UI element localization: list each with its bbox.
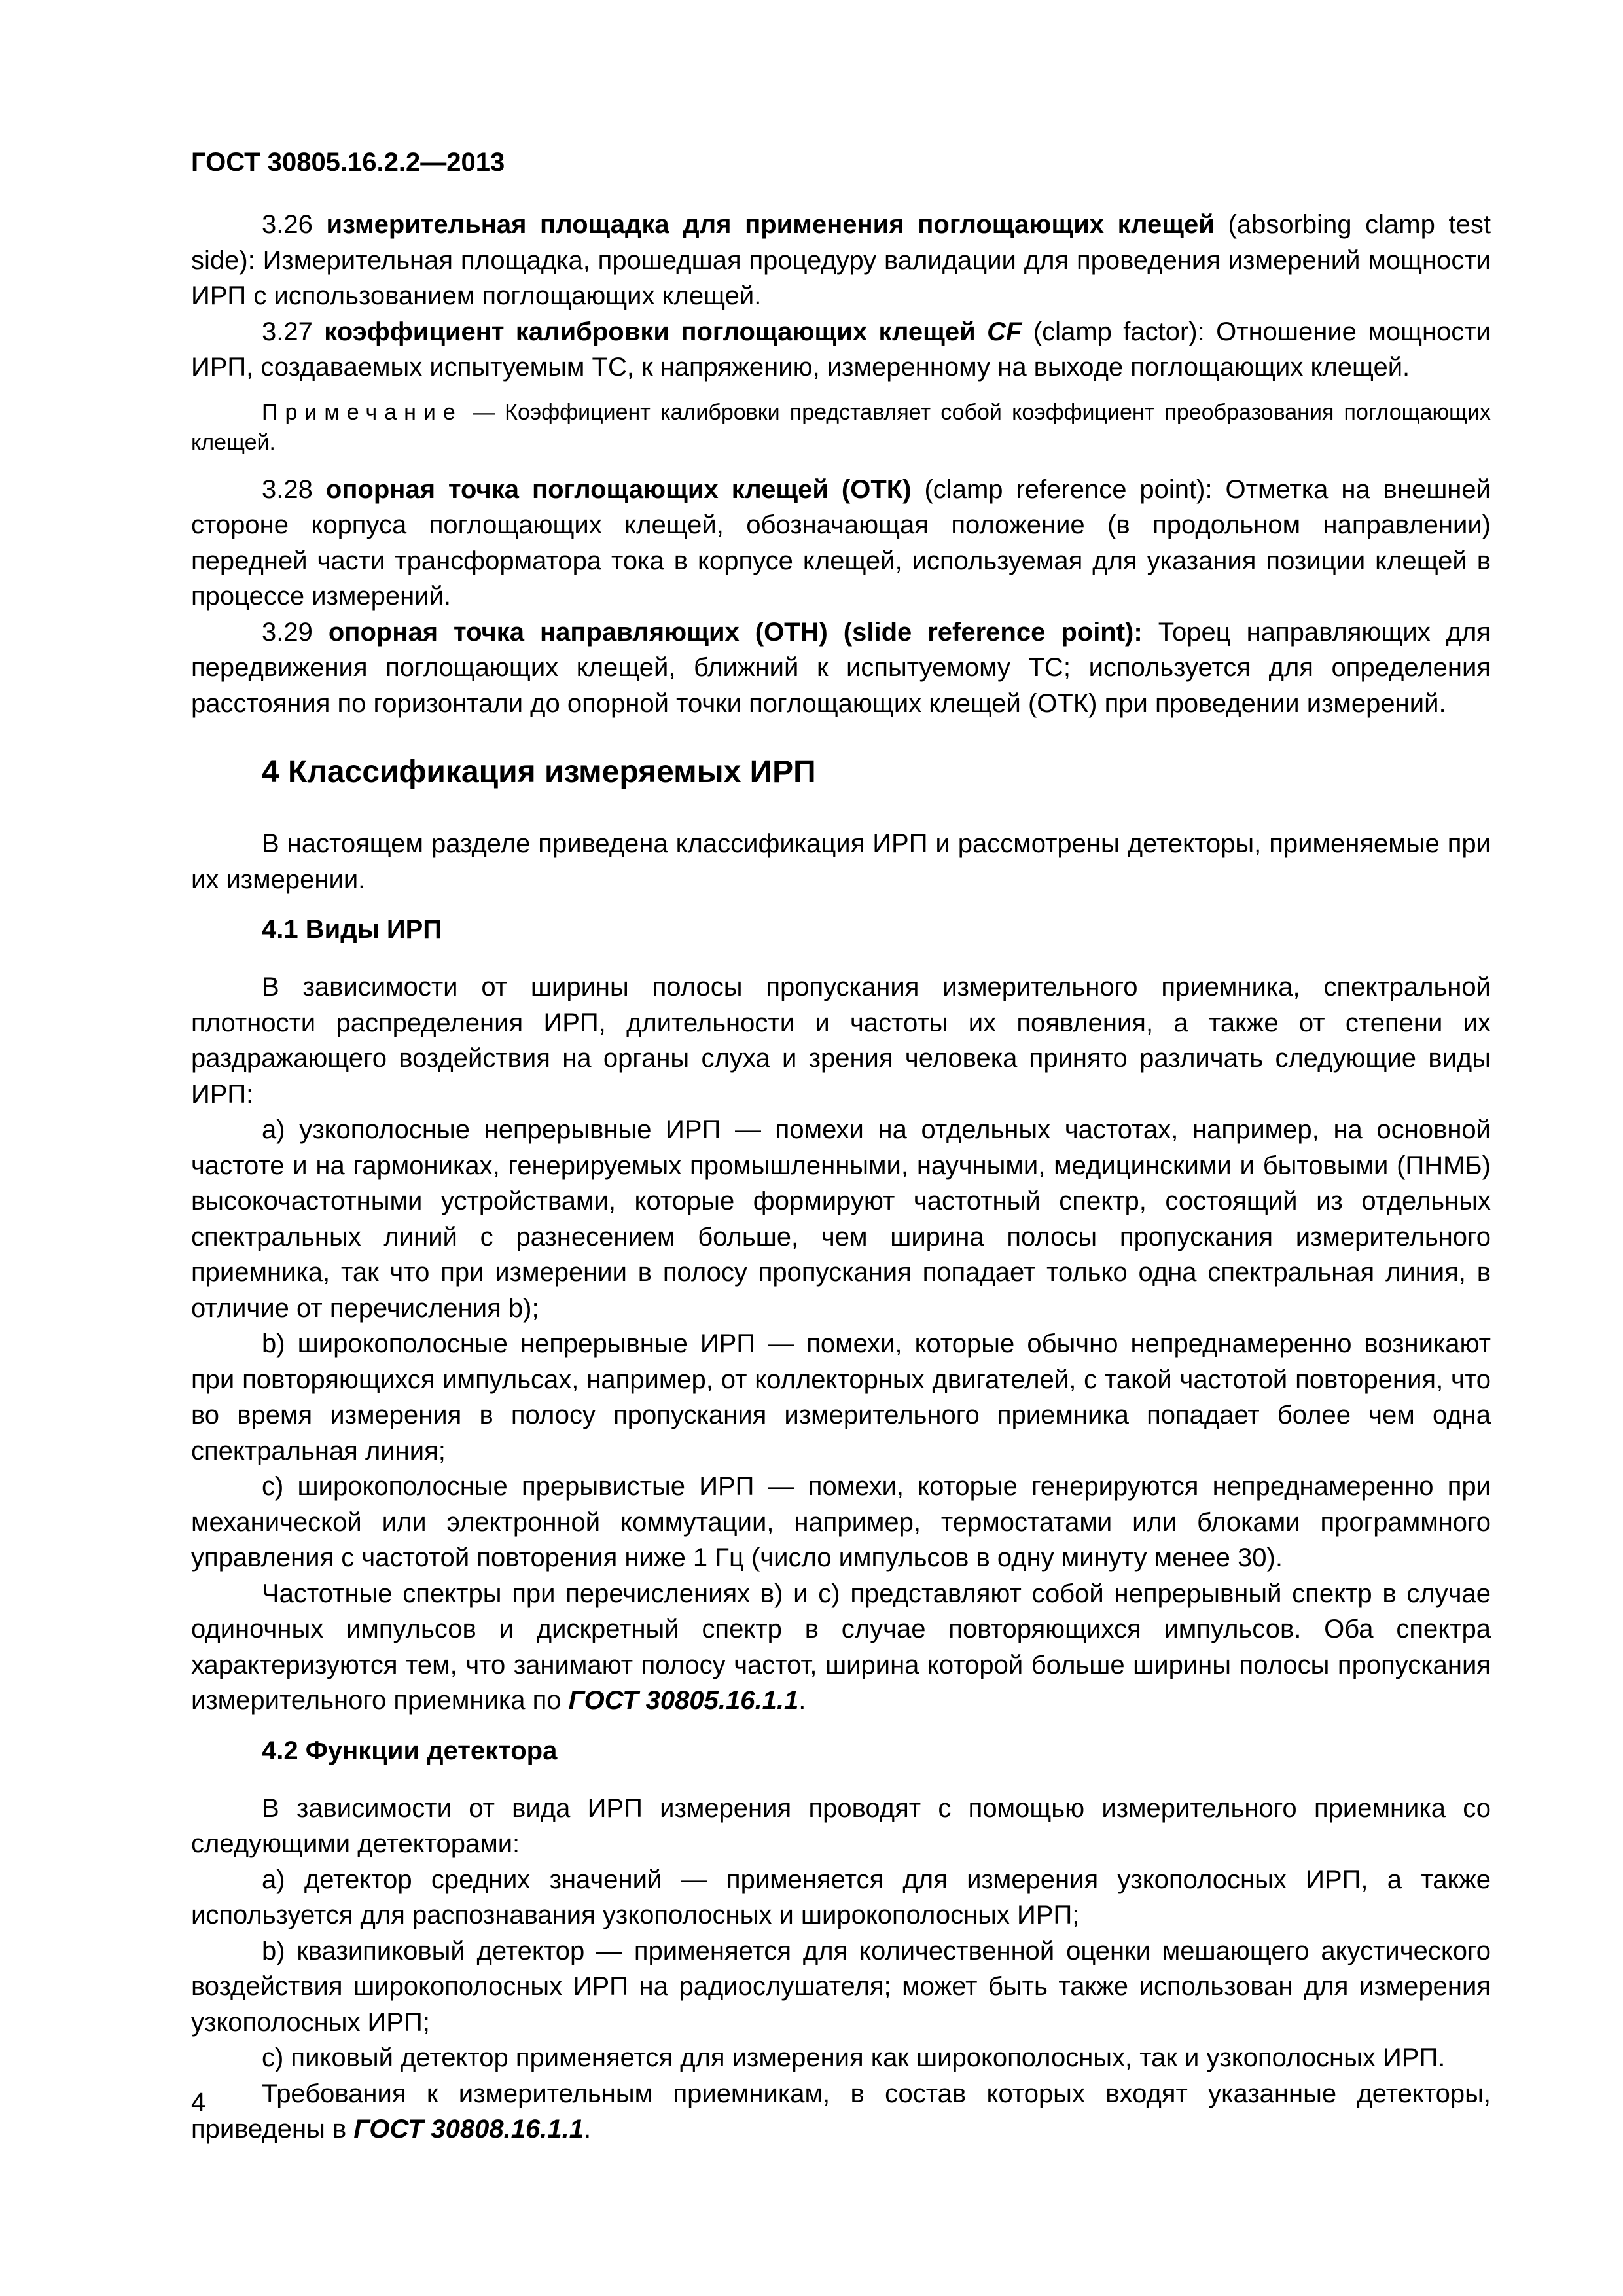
requirements-paragraph bbox=[191, 2076, 1491, 2147]
term-3-29 bbox=[191, 615, 1491, 722]
term-number: 3.29 bbox=[262, 617, 313, 647]
term-number: 3.26 bbox=[262, 210, 313, 239]
standard-reference: ГОСТ 30805.16.1.1 bbox=[568, 1686, 799, 1715]
term-definition: : Отношение мощности ИРП, создаваемых испытуемым ТС, к напряжению, измеренному на выходе поглощающих клещей. bbox=[191, 317, 1491, 382]
term-title: опорная точка поглощающих клещей (ОТК) bbox=[325, 475, 912, 504]
detector-item-c: с) пиковый детектор применяется для измерения как широкополосных, так и узкополосных ИРП. bbox=[262, 2043, 1446, 2072]
term-english: (absorbing clamp test side) bbox=[191, 210, 1491, 275]
term-3-26 bbox=[191, 207, 1491, 314]
term-title: измерительная площадка для применения поглощающих клещей bbox=[326, 210, 1215, 239]
list-item-c: с) широкополосные прерывистые ИРП — помехи, которые генерируются непреднамеренно при механической или электронной коммутации, например, термостатами или блоками программного управления с частотой повторения ниже 1 Гц (число импульсов в одну минуту менее 30). bbox=[191, 1472, 1491, 1572]
page-number: 4 bbox=[191, 2088, 206, 2117]
list-item-b: b) широкополосные непрерывные ИРП — помехи, которые обычно непреднамеренно возникают при повторяющихся импульсах, например, от коллекторных двигателей, с такой частотой повторения, что во время измерения в полосу пропускания измерительного приемника попадает более чем одна спектральная линия; bbox=[191, 1329, 1491, 1465]
term-title: опорная точка направляющих (ОТН) (slide reference point): bbox=[328, 617, 1143, 647]
standard-reference: ГОСТ 30808.16.1.1 bbox=[353, 2115, 584, 2144]
term-number: 3.27 bbox=[262, 317, 313, 346]
summary-end: . bbox=[798, 1686, 806, 1715]
term-3-27 bbox=[191, 314, 1491, 386]
spectra-summary bbox=[191, 1576, 1491, 1719]
requirements-end: . bbox=[583, 2115, 592, 2144]
term-english: (clamp factor) bbox=[1033, 317, 1198, 346]
summary-text: Частотные спектры при перечислениях в) и с) представляют собой непрерывный спектр в случае одиночных импульсов и дискретный спектр в случае повторяющихся импульсов. Оба спектра характеризуются тем, что занимают полосу частот, ширина которой больше ширины полосы пропускания измерительного приемника по bbox=[191, 1579, 1491, 1715]
subsection-4-2-intro: В зависимости от вида ИРП измерения проводят с помощью измерительного приемника со следующими детекторами: bbox=[191, 1793, 1491, 1858]
term-definition: : Отметка на внешней стороне корпуса поглощающих клещей, обозначающая положение (в продольном направлении) передней части трансформатора тока в корпусе клещей, используемая для указания позиции клещей в процессе измерений. bbox=[191, 475, 1491, 611]
term-title: коэффициент калибровки поглощающих клещей bbox=[324, 317, 976, 346]
detector-item-a: а) детектор средних значений — применяется для измерения узкополосных ИРП, а также используется для распознавания узкополосных и широкополосных ИРП; bbox=[191, 1865, 1491, 1929]
term-english: (clamp reference point) bbox=[924, 475, 1205, 504]
term-definition: : Измерительная площадка, прошедшая процедуру валидации для проведения измерений мощности ИРП с использованием поглощающих клещей. bbox=[191, 245, 1491, 310]
term-3-28 bbox=[191, 472, 1491, 615]
term-abbreviation: CF bbox=[987, 317, 1022, 346]
document-header: ГОСТ 30805.16.2.2—2013 bbox=[191, 148, 505, 177]
subsection-4-2-heading: 4.2 Функции детектора bbox=[262, 1736, 558, 1765]
term-definition: Торец направляющих для передвижения поглощающих клещей, ближний к испытуемому ТС; используется для определения расстояния по горизонтали до опорной точки поглощающих клещей (ОТК) при проведении измерений. bbox=[191, 617, 1491, 718]
note-paragraph bbox=[191, 397, 1491, 457]
document-body bbox=[191, 207, 1491, 2147]
section-4-intro: В настоящем разделе приведена классификация ИРП и рассмотрены детекторы, применяемые при их измерении. bbox=[191, 829, 1491, 894]
term-number: 3.28 bbox=[262, 475, 313, 504]
subsection-4-1-heading: 4.1 Виды ИРП bbox=[262, 915, 442, 944]
section-4-heading: 4 Классификация измеряемых ИРП bbox=[262, 755, 816, 789]
list-item-a: а) узкополосные непрерывные ИРП — помехи на отдельных частотах, например, на основной частоте и на гармониках, генерируемых промышленными, научными, медицинскими и бытовыми (ПНМБ) высокочастотными устройствами, которые формируют частотный спектр, состоящий из отдельных спектральных линий с разнесением больше, чем ширина полосы пропускания измерительного приемника, так что при измерении в полосу пропускания попадает только одна спектральная линия, в отличие от перечисления b); bbox=[191, 1115, 1491, 1323]
detector-item-b: b) квазипиковый детектор — применяется для количественной оценки мешающего акустического воздействия широкополосных ИРП на радиослушателя; может быть также использован для измерения узкополосных ИРП; bbox=[191, 1936, 1491, 2037]
note-text: — Коэффициент калибровки представляет собой коэффициент преобразования поглощающих клещей. bbox=[191, 399, 1491, 455]
note-label: Примечание bbox=[262, 399, 463, 425]
requirements-text: Требования к измерительным приемникам, в состав которых входят указанные детекторы, приведены в bbox=[191, 2079, 1491, 2144]
subsection-4-1-intro: В зависимости от ширины полосы пропускания измерительного приемника, спектральной плотности распределения ИРП, длительности и частоты их появления, а также от степени их раздражающего воздействия на органы слуха и зрения человека принято различать следующие виды ИРП: bbox=[191, 973, 1491, 1109]
